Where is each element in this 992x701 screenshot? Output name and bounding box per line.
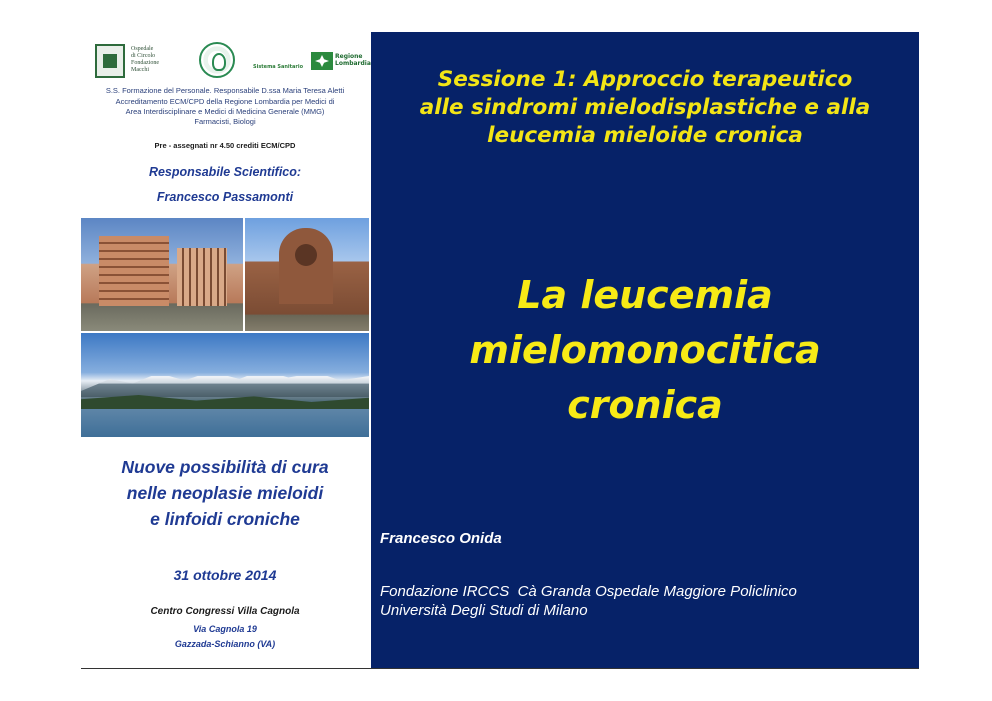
venue-street: Via Cagnola 19 [193,624,257,634]
session-heading: Sessione 1: Approccio terapeutico alle sindromi mielodisplastiche e alla leucemia mieloide cronica [419,67,871,148]
speaker-name: Francesco Onida [380,530,502,547]
hospital-photo [81,218,243,331]
accreditation-text: Accreditamento ECM/CPD della Regione Lombardia per Medici di Area Interdisciplinare e Medici di Medicina Generale (MMG) Farmacisti, Biologi [115,97,335,126]
slide-title: La leucemia mielomonocitica cronica [469,273,821,427]
event-flyer [81,32,369,668]
region-logo-icon [311,52,333,70]
title-slide [371,32,919,668]
region-logo-label: Regione Lombardia [335,53,371,67]
logo-row [81,40,369,80]
venue-city: Gazzada-Schianno (VA) [174,639,276,649]
lake-mountains-photo [81,333,369,437]
hospital-logo-text: Ospedale di Circolo Fondazione Macchi [131,46,159,73]
university-photo [245,218,369,331]
event-title: Nuove possibilità di cura nelle neoplasie mieloidi e linfoidi croniche [121,457,329,529]
organizer-line: S.S. Formazione del Personale. Responsabile D.ssa Maria Teresa Aletti [105,86,345,95]
scientific-lead-label: Responsabile Scientifico: [148,165,302,179]
speaker-affiliation: Fondazione IRCCS Cà Granda Ospedale Maggiore Policlinico Università Degli Studi di Milano [380,583,797,619]
page-divider [81,668,919,669]
credits-text: Pre - assegnati nr 4.50 crediti ECM/CPD [154,141,296,150]
scientific-lead-name: Francesco Passamonti [156,190,294,204]
hospital-logo-icon [95,44,125,78]
venue-name: Centro Congressi Villa Cagnola [150,606,300,617]
university-seal-icon [199,42,235,78]
region-system-text: Sistema Sanitario [253,64,304,70]
event-date: 31 ottobre 2014 [173,567,277,583]
